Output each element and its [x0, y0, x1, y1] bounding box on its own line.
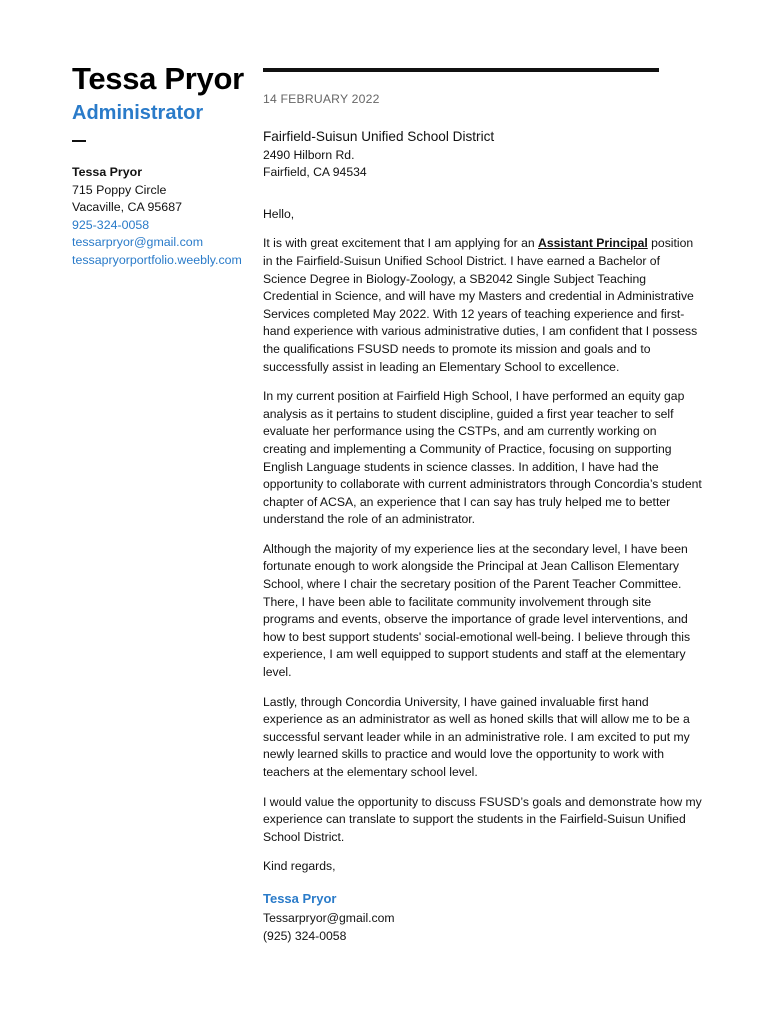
website-link[interactable]: tessapryorportfolio.weebly.com — [72, 252, 242, 267]
address-line-2: Vacaville, CA 95687 — [72, 200, 182, 215]
sender-name-heading: Tessa Pryor — [72, 61, 244, 96]
closing: Kind regards, — [263, 859, 336, 874]
sender-title: Administrator — [72, 102, 204, 124]
paragraph-2: In my current position at Fairfield High School, I have performed an equity gap analysis as it pertains to student discipline, guided a first year teacher to self evaluate her performance using the CSTPs, and am currently working on creating and implementing a Community of Practice, focusing on supporting English Language students in science classes. In addition, I have had the opportunity to collaborate with current administrators through Concordia’s student chapter of ACSA, an experience that I can say has truly helped me to better understand the role of an administrator. — [263, 389, 702, 527]
letter-body — [263, 88, 703, 944]
recipient-address-2: Fairfield, CA 94534 — [263, 165, 367, 180]
paragraph-4: Lastly, through Concordia University, I have gained invaluable first hand experience as an administrator as well as honed skills that will allow me to be a successful servant leader while in an administrative role. I am excited to put my newly learned skills to practice and would love the opportunity to work with teachers at the elementary school level. — [263, 694, 690, 779]
recipient-name: Fairfield-Suisun Unified School District — [263, 128, 495, 144]
signature-name: Tessa Pryor — [263, 890, 337, 906]
phone-link[interactable]: 925-324-0058 — [72, 217, 150, 232]
contact-block — [72, 164, 252, 270]
email-link[interactable]: tessarpryor@gmail.com — [72, 235, 204, 250]
paragraph-1 — [263, 235, 703, 376]
signature-phone: (925) 324-0058 — [263, 928, 347, 943]
paragraph-3: Although the majority of my experience lies at the secondary level, I have been fortunate enough to work alongside the Principal at Jean Callison Elementary School, where I chair the secretary position of the Parent Teacher Committee. There, I have been able to facilitate community involvement through site programs and events, observe the importance of grade level interventions, and how to best support students' social-emotional well-being. I believe through this experience, I am well equipped to support students and staff at the elementary level. — [263, 541, 691, 680]
p1-post: position in the Fairfield-Suisun Unified School District. I have earned a Bachelor of Science Degree in Biology-Zoology, a SB2042 Single Subject Teaching Credential in Science, and will have my Masters and credential in Administrative Services completed May 2022. With 12 years of teaching experience and first-hand experience with various administrative duties, I am confident that I possess the qualifications FSUSD needs to promote its mission and goals and to successfully assist in leading an Elementary School to excellence. — [263, 236, 698, 374]
p1-pre: It is with great excitement that I am applying for an — [263, 236, 539, 251]
position-title: Assistant Principal — [538, 236, 648, 251]
divider — [72, 140, 86, 142]
signature-email: Tessarpryor@gmail.com — [263, 910, 395, 925]
sender-column — [72, 60, 252, 270]
paragraph-5: I would value the opportunity to discuss FSUSD’s goals and demonstrate how my experience can translate to support the students in the Fairfield-Suisun Unified School District. — [263, 794, 702, 844]
contact-name: Tessa Pryor — [72, 165, 143, 179]
address-line-1: 715 Poppy Circle — [72, 182, 167, 197]
top-rule — [263, 68, 659, 72]
letter-date: 14 FEBRUARY 2022 — [263, 92, 380, 106]
greeting: Hello, — [263, 206, 295, 221]
recipient-address-1: 2490 Hilborn Rd. — [263, 147, 355, 162]
